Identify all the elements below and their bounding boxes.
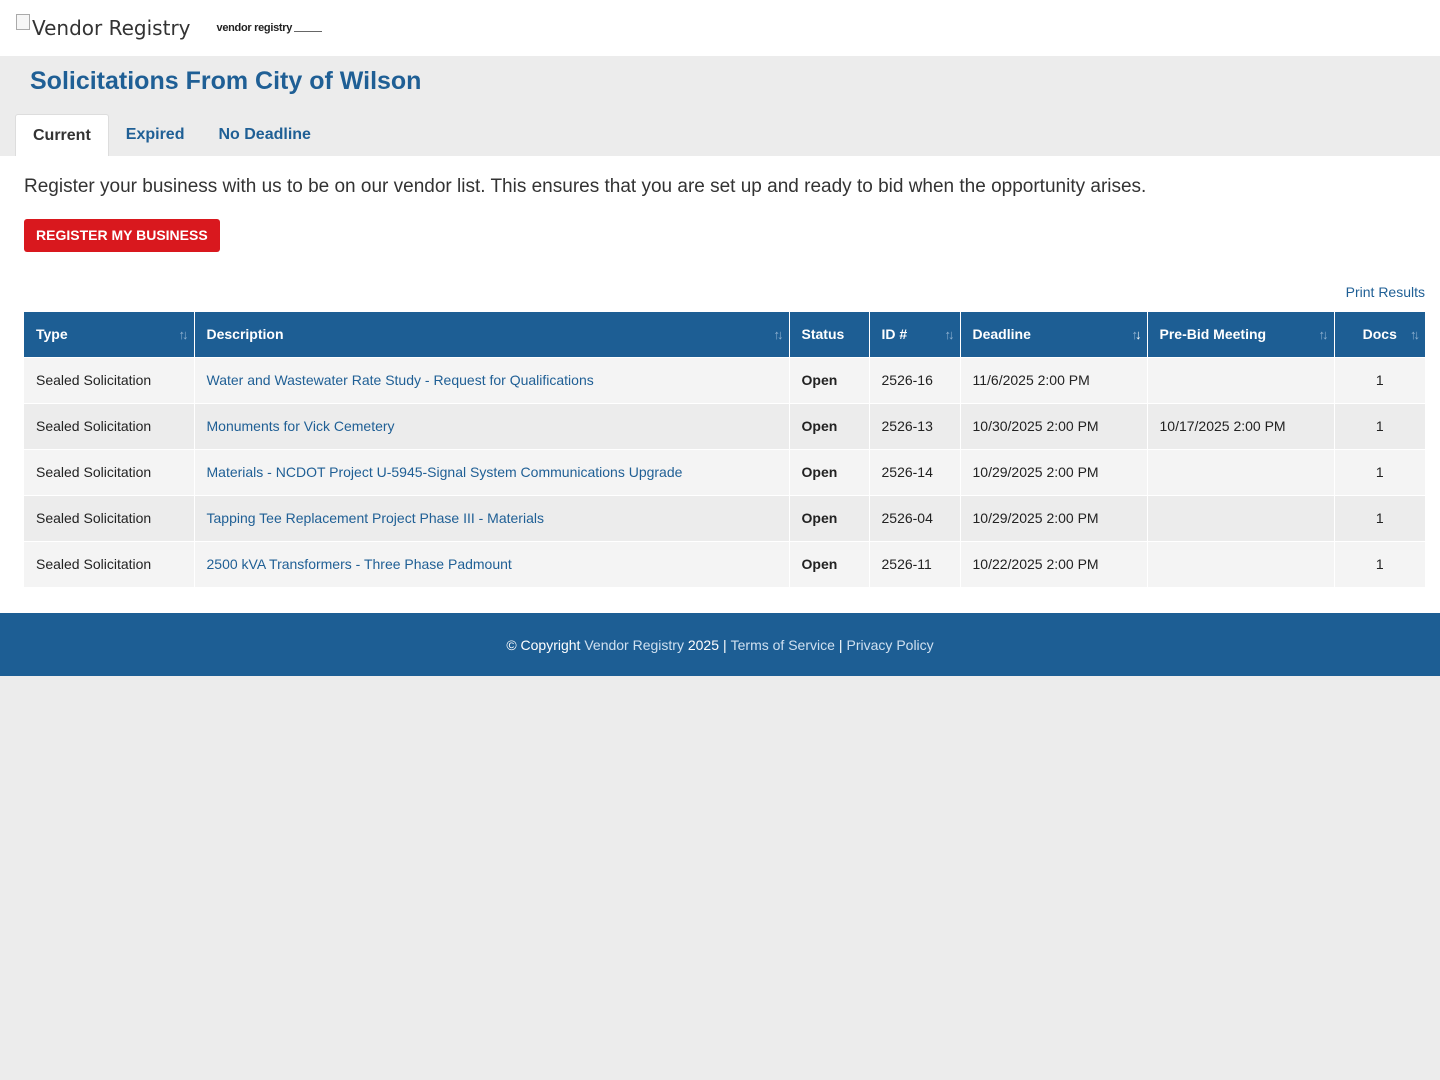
- cell-deadline: 10/22/2025 2:00 PM: [960, 541, 1147, 587]
- vendor-registry-logo[interactable]: [16, 16, 191, 40]
- cell-deadline: 10/29/2025 2:00 PM: [960, 449, 1147, 495]
- intro-text: Register your business with us to be on our vendor list. This ensures that you are set up and ready to bid when the opportunity arises.: [24, 176, 1147, 197]
- cell-prebid: [1147, 449, 1334, 495]
- solicitation-link[interactable]: 2500 kVA Transformers - Three Phase Padmount: [206, 556, 512, 573]
- cell-deadline: 10/30/2025 2:00 PM: [960, 403, 1147, 449]
- column-label: Pre-Bid Meeting: [1159, 326, 1267, 343]
- column-header-status: [789, 312, 869, 357]
- table-header-row: [24, 312, 1425, 357]
- column-header-docs[interactable]: [1334, 312, 1425, 357]
- footer-separator: |: [723, 636, 727, 653]
- column-label: ID #: [881, 326, 908, 343]
- cell-id: 2526-11: [869, 541, 960, 587]
- vendor-registry-link[interactable]: Vendor Registry: [584, 636, 684, 653]
- table-row: [24, 357, 1425, 403]
- cell-status: Open: [789, 541, 869, 587]
- cell-type: Sealed Solicitation: [24, 495, 194, 541]
- sort-icon: ↑↓: [944, 327, 952, 342]
- wordmark-tagline-line: [294, 31, 322, 32]
- cell-status: Open: [789, 449, 869, 495]
- cell-id: 2526-04: [869, 495, 960, 541]
- column-header-prebid-meeting[interactable]: [1147, 312, 1334, 357]
- page-footer: [0, 613, 1440, 676]
- broken-image-icon: [16, 14, 30, 30]
- cell-id: 2526-16: [869, 357, 960, 403]
- cell-id: 2526-14: [869, 449, 960, 495]
- cell-docs: 1: [1334, 357, 1425, 403]
- print-results-link[interactable]: Print Results: [1345, 284, 1425, 300]
- privacy-policy-link[interactable]: Privacy Policy: [846, 636, 934, 653]
- cell-status: Open: [789, 403, 869, 449]
- sort-icon: ↑↓: [1410, 327, 1417, 342]
- table-row: [24, 403, 1425, 449]
- sort-icon: ↑↓: [178, 327, 186, 342]
- column-header-id[interactable]: [869, 312, 960, 357]
- cell-deadline: 11/6/2025 2:00 PM: [960, 357, 1147, 403]
- cell-status: Open: [789, 357, 869, 403]
- table-row: [24, 449, 1425, 495]
- column-header-deadline[interactable]: [960, 312, 1147, 357]
- solicitation-link[interactable]: Materials - NCDOT Project U-5945-Signal System Communications Upgrade: [206, 464, 683, 480]
- cell-type: Sealed Solicitation: [24, 449, 194, 495]
- cell-type: Sealed Solicitation: [24, 357, 194, 403]
- terms-of-service-link[interactable]: Terms of Service: [730, 636, 835, 653]
- logo-alt-text: Vendor Registry: [32, 16, 191, 40]
- main-content: [0, 156, 1440, 613]
- wordmark-text: vendor registry: [216, 22, 293, 34]
- page-header: [0, 56, 1440, 156]
- sort-icon: ↑↓: [773, 327, 781, 342]
- register-my-business-button[interactable]: REGISTER MY BUSINESS: [24, 219, 220, 252]
- cell-description: [194, 541, 789, 587]
- column-header-type[interactable]: [24, 312, 194, 357]
- page-title: Solicitations From City of Wilson: [30, 67, 422, 95]
- cell-docs: 1: [1334, 495, 1425, 541]
- cell-deadline: 10/29/2025 2:00 PM: [960, 495, 1147, 541]
- cell-description: [194, 357, 789, 403]
- footer-separator: |: [838, 636, 843, 653]
- vendor-registry-wordmark: [217, 22, 323, 34]
- cell-docs: 1: [1334, 403, 1425, 449]
- cell-description: [194, 449, 789, 495]
- cell-prebid: 10/17/2025 2:00 PM: [1147, 403, 1334, 449]
- table-row: [24, 541, 1425, 587]
- sort-icon: ↑↓: [1318, 327, 1326, 342]
- tab-current[interactable]: Current: [15, 114, 109, 156]
- top-header: [0, 0, 1440, 56]
- column-label: Deadline: [972, 326, 1031, 343]
- solicitation-tabs: [15, 114, 1425, 156]
- cell-prebid: [1147, 495, 1334, 541]
- solicitation-link[interactable]: Tapping Tee Replacement Project Phase III - Materials: [206, 510, 544, 526]
- column-label: Type: [36, 326, 68, 343]
- print-row: [24, 284, 1425, 304]
- cell-type: Sealed Solicitation: [24, 403, 194, 449]
- tab-no-deadline[interactable]: No Deadline: [218, 126, 311, 143]
- cell-description: [194, 403, 789, 449]
- solicitation-link[interactable]: Water and Wastewater Rate Study - Request for Qualifications: [206, 372, 594, 388]
- sort-desc-icon: ↑↓: [1131, 327, 1139, 342]
- solicitations-table: [24, 312, 1425, 587]
- column-header-description[interactable]: [194, 312, 789, 357]
- cell-id: 2526-13: [869, 403, 960, 449]
- cell-description: [194, 495, 789, 541]
- column-label: Docs: [1362, 326, 1397, 343]
- column-label: Description: [206, 326, 284, 343]
- copyright-year: 2025: [687, 636, 719, 653]
- copyright-text: © Copyright: [506, 636, 581, 653]
- cell-docs: 1: [1334, 449, 1425, 495]
- cell-type: Sealed Solicitation: [24, 541, 194, 587]
- cell-status: Open: [789, 495, 869, 541]
- cell-prebid: [1147, 357, 1334, 403]
- table-row: [24, 495, 1425, 541]
- column-label: Status: [801, 326, 845, 343]
- cell-docs: 1: [1334, 541, 1425, 587]
- solicitation-link[interactable]: Monuments for Vick Cemetery: [206, 418, 395, 434]
- cell-prebid: [1147, 541, 1334, 587]
- tab-expired[interactable]: Expired: [125, 126, 185, 143]
